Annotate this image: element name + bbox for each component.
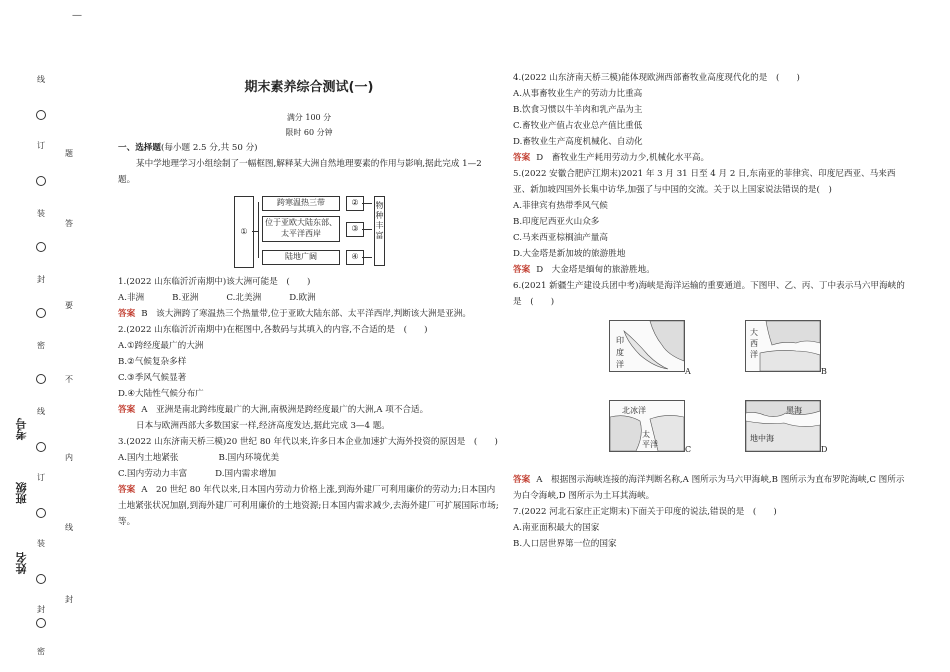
q1-option: C.北美洲 (226, 293, 262, 303)
q3-option: D.国内需求增加 (215, 469, 277, 479)
diagram-box-row1: 跨寒温热三带 (262, 196, 340, 211)
q5-stem: 5.(2022 安徽合肥庐江期末)2021 年 3 月 31 日至 4 月 2 日,东南亚的菲律宾、印度尼西亚、马来西亚、新加坡四国外长集中访华,加强了与中国的交流。关于以上国家说法错误的是( ) (513, 169, 896, 195)
gutter-word: 线 (37, 75, 45, 84)
map-b-label: 洋 (750, 350, 758, 359)
answer-label: 答案 (513, 265, 531, 275)
map-d-letter: D (821, 445, 828, 454)
diagram-line (258, 202, 259, 258)
diagram-box-2: ② (346, 196, 364, 211)
q3-option: B.国内环境优美 (218, 453, 280, 463)
gutter-circle-icon (36, 508, 46, 518)
map-d (745, 400, 821, 452)
map-d-label: 黑海 (786, 406, 802, 415)
gutter-circle-icon (36, 374, 46, 384)
framework-diagram (234, 194, 404, 270)
q7-option: A.南亚面积最大的国家 (513, 523, 600, 533)
label-xingming: 姓名 (15, 552, 28, 574)
map-b-letter: B (821, 367, 827, 376)
gutter-circle-icon (36, 442, 46, 452)
q5-option: B.印度尼西亚火山众多 (513, 217, 600, 227)
page-title: 期末素养综合测试(一) (244, 80, 374, 95)
diagram-line (362, 257, 372, 258)
q2-stem: 2.(2022 山东临沂沂南期中)在框图中,各数码与其填入的内容,不合适的是 ( ) (118, 325, 428, 335)
gutter-word: 答 (65, 219, 73, 228)
q4-option: A.从事畜牧业生产的劳动力比重高 (513, 89, 643, 99)
q1-answer: B 该大洲跨了寒温热三个热量带,位于亚欧大陆东部、太平洋西岸,判断该大洲是亚洲。 (141, 309, 471, 319)
intro-q3-4: 日本与欧洲西部大多数国家一样,经济高度发达,据此完成 3—4 题。 (136, 421, 390, 431)
gutter-word: 线 (37, 407, 45, 416)
q3-stem: 3.(2022 山东济南天桥三模)20 世纪 80 年代以来,许多日本企业加速扩大海外投资的原因是 ( ) (118, 437, 498, 447)
gutter-word: 密 (37, 341, 45, 350)
gutter-word: 封 (37, 605, 45, 614)
gutter-word: 装 (37, 209, 45, 218)
q5-option: C.马来西亚棕榈油产量高 (513, 233, 608, 243)
answer-label: 答案 (118, 309, 136, 319)
q4-option: B.饮食习惯以牛羊肉和乳产品为主 (513, 105, 643, 115)
q6-stem: 6.(2021 新疆生产建设兵团中考)海峡是海洋运输的重要通道。下图甲、乙、丙、丁中表示马六甲海峡的是 ( ) (513, 281, 905, 307)
gutter-circle-icon (36, 242, 46, 252)
gutter-word: 封 (37, 275, 45, 284)
map-c-label: 北冰洋 (622, 406, 646, 415)
q6-maps (513, 314, 909, 468)
q2-option: A.①跨经度最广的大洲 (118, 341, 204, 351)
gutter-circle-icon (36, 176, 46, 186)
map-a-label: 洋 (616, 360, 624, 369)
gutter-circle-icon (36, 308, 46, 318)
q3-answer: A 20 世纪 80 年代以来,日本国内劳动力价格上涨,到海外建厂可利用廉价的劳动力;日本国内土地紧张状况加剧,到海外建厂可利用廉价的土地资源;日本国内需求减少,去海外建厂可扩展国际市场;等。 (118, 485, 499, 527)
diagram-box-row3: 陆地广阔 (262, 250, 340, 265)
map-a-label: 度 (616, 348, 624, 357)
score-line: 满分 100 分 (286, 113, 332, 122)
gutter-word: 不 (65, 375, 73, 384)
diagram-box-4: ④ (346, 250, 364, 265)
q4-option: D.畜牧业生产高度机械化、自动化 (513, 137, 643, 147)
diagram-line (362, 203, 372, 204)
map-c-label: 太 (642, 430, 650, 439)
q4-answer: D 畜牧业生产耗用劳动力少,机械化水平高。 (536, 153, 710, 163)
q2-option: B.②气候复杂多样 (118, 357, 187, 367)
q1-stem: 1.(2022 山东临沂沂南期中)该大洲可能是 ( ) (118, 277, 311, 287)
right-column (513, 70, 909, 552)
top-dash: — (72, 10, 82, 21)
diagram-box-result: 物种丰富 (374, 196, 385, 266)
gutter-word: 装 (37, 539, 45, 548)
q7-stem: 7.(2022 河北石家庄正定期末)下面关于印度的说法,错误的是 ( ) (513, 507, 777, 517)
map-c-letter: C (685, 445, 692, 454)
answer-label: 答案 (118, 485, 136, 495)
answer-label: 答案 (513, 153, 531, 163)
q2-option: C.③季风气候显著 (118, 373, 187, 383)
q5-option: D.大金塔是新加坡的旅游胜地 (513, 249, 626, 259)
map-b (745, 320, 821, 372)
q5-answer: D 大金塔是缅甸的旅游胜地。 (536, 265, 655, 275)
q7-option: B.人口居世界第一位的国家 (513, 539, 617, 549)
gutter-word: 线 (65, 523, 73, 532)
map-d-label: 地中海 (750, 434, 774, 443)
gutter-word: 题 (65, 149, 73, 158)
gutter-circle-icon (36, 618, 46, 628)
map-b-label: 西 (750, 339, 758, 348)
q4-option: C.畜牧业产值占农业总产值比重低 (513, 121, 643, 131)
gutter-word: 封 (65, 595, 73, 604)
diagram-line (362, 229, 372, 230)
section-heading: 一、选择题 (118, 143, 161, 153)
q3-options-row1 (118, 450, 500, 466)
diagram-box-3: ③ (346, 222, 364, 237)
gutter-word: 内 (65, 453, 73, 462)
map-a-letter: A (685, 367, 691, 376)
diagram-box-row2: 位于亚欧大陆东部、太平洋西岸 (262, 216, 340, 242)
gutter-word: 要 (65, 301, 73, 310)
gutter-circle-icon (36, 110, 46, 120)
map-c (609, 400, 685, 452)
gutter-circle-icon (36, 574, 46, 584)
q5-option: A.菲律宾有热带季风气候 (513, 201, 608, 211)
q1-option: A.非洲 (118, 293, 145, 303)
gutter-word: 订 (37, 141, 45, 150)
q1-options (118, 290, 500, 306)
q2-option: D.④大陆性气候分布广 (118, 389, 204, 399)
q1-option: D.欧洲 (289, 293, 316, 303)
q4-stem: 4.(2022 山东济南天桥三模)能体现欧洲西部畜牧业高度现代化的是 ( ) (513, 73, 800, 83)
q1-option: B.亚洲 (172, 293, 199, 303)
q6-answer: A 根据图示海峡连接的海洋判断名称,A 图所示为马六甲海峡,B 图所示为直布罗陀海峡,C 图所示为白令海峡,D 图所示为土耳其海峡。 (513, 475, 905, 501)
gutter-word: 密 (37, 647, 45, 656)
map-a (609, 320, 685, 372)
time-line: 限时 60 分钟 (285, 128, 333, 137)
label-kaohao: 考号 (15, 418, 28, 440)
q3-option: A.国内土地紧张 (118, 453, 179, 463)
map-a-label: 印 (616, 336, 624, 345)
intro-q1-2: 某中学地理学习小组绘制了一幅框图,解释某大洲自然地理要素的作用与影响,据此完成 1—2 题。 (118, 159, 482, 185)
left-column (118, 74, 500, 530)
section-note: (每小题 2.5 分,共 50 分) (160, 143, 258, 153)
diagram-box-1: ① (234, 196, 254, 268)
answer-label: 答案 (513, 475, 531, 485)
gutter-word: 订 (37, 473, 45, 482)
q3-option: C.国内劳动力丰富 (118, 469, 188, 479)
q3-options-row2 (118, 466, 500, 482)
answer-label: 答案 (118, 405, 136, 415)
map-c-label: 平洋 (642, 440, 658, 449)
q2-answer: A 亚洲是南北跨纬度最广的大洲,南极洲是跨经度最广的大洲,A 项不合适。 (141, 405, 429, 415)
map-b-label: 大 (750, 328, 758, 337)
label-banji: 班级 (15, 482, 28, 504)
